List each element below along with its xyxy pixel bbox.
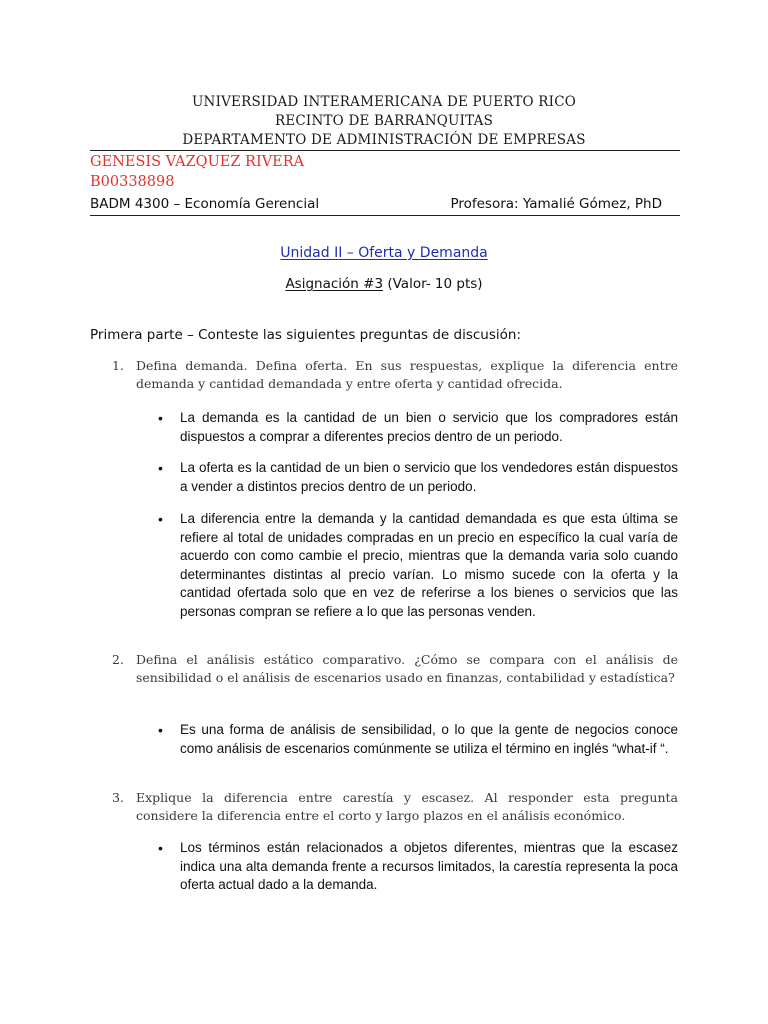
student-info-block [90, 150, 680, 216]
question-text: Explique la diferencia entre carestía y escasez. Al responder esta pregunta considere la diferencia entre el corto y largo plazos en el análisis económico. [136, 790, 678, 823]
assignment-line [0, 276, 768, 292]
answer-text: La diferencia entre la demanda y la cantidad demandada es que esta última se refiere al total de unidades compradas en un precio en específico la cual varía de acuerdo con como cambie el precio, mientras que la demanda varia solo cuando determinantes distintas al precio varían. Lo mismo sucede con la oferta y la cantidad ofertada solo que en vez de referirse a los bienes o servicios que las personas compran se refiere a lo que las personas venden. [180, 511, 678, 619]
answer-3-1 [158, 839, 678, 895]
question-3 [112, 789, 678, 825]
course-row [90, 194, 680, 216]
question-1 [112, 357, 678, 393]
unit-title: Unidad II – Oferta y Demanda [280, 245, 488, 261]
course-code: BADM 4300 – Economía Gerencial [90, 196, 320, 212]
question-2 [112, 651, 678, 687]
university-name: UNIVERSIDAD INTERAMERICANA DE PUERTO RICO [191, 94, 577, 110]
department-name: DEPARTAMENTO DE ADMINISTRACIÓN DE EMPRESAS [182, 132, 586, 148]
answer-text: Es una forma de análisis de sensibilidad, o lo que la gente de negocios conoce como análisis de escenarios comúnmente se utiliza el término en inglés “what-if “. [180, 722, 678, 756]
answer-text: La oferta es la cantidad de un bien o servicio que los vendedores están dispuestos a vender a distintos precios dentro de un periodo. [180, 460, 678, 494]
student-id: B00338898 [90, 174, 175, 190]
student-name: GENESIS VAZQUEZ RIVERA [90, 154, 305, 170]
question-text: Defina demanda. Defina oferta. En sus respuestas, explique la diferencia entre demanda y cantidad demandada y entre oferta y cantidad ofrecida. [136, 358, 678, 391]
answer-text: La demanda es la cantidad de un bien o servicio que los compradores están dispuestos a comprar a diferentes precios dentro de un periodo. [180, 410, 678, 444]
bullet-icon: • [158, 511, 163, 527]
professor-name: Profesora: Yamalié Gómez, PhD [450, 196, 662, 212]
answer-1-3 [158, 510, 678, 621]
answer-text: Los términos están relacionados a objetos diferentes, mientras que la escasez indica una alta demanda frente a recursos limitados, la carestía representa la poca oferta actual dado a la demanda. [180, 840, 678, 892]
question-number: 2. [112, 652, 124, 667]
institution-header [0, 93, 768, 150]
question-text: Defina el análisis estático comparativo. ¿Cómo se compara con el análisis de sensibilidad o el análisis de escenarios usado en finanzas, contabilidad y estadística? [136, 652, 678, 685]
assignment-value: (Valor- 10 pts) [387, 276, 483, 292]
answer-2-1 [158, 721, 678, 758]
question-number: 1. [112, 358, 124, 373]
part-title: Primera parte – Conteste las siguientes preguntas de discusión: [90, 327, 522, 343]
bullet-icon: • [158, 840, 163, 856]
campus-name: RECINTO DE BARRANQUITAS [274, 113, 494, 129]
bullet-icon: • [158, 410, 163, 426]
question-number: 3. [112, 790, 124, 805]
answer-1-1 [158, 409, 678, 446]
bullet-icon: • [158, 460, 163, 476]
answer-1-2 [158, 459, 678, 496]
assignment-label: Asignación #3 [285, 276, 384, 292]
bullet-icon: • [158, 722, 163, 738]
